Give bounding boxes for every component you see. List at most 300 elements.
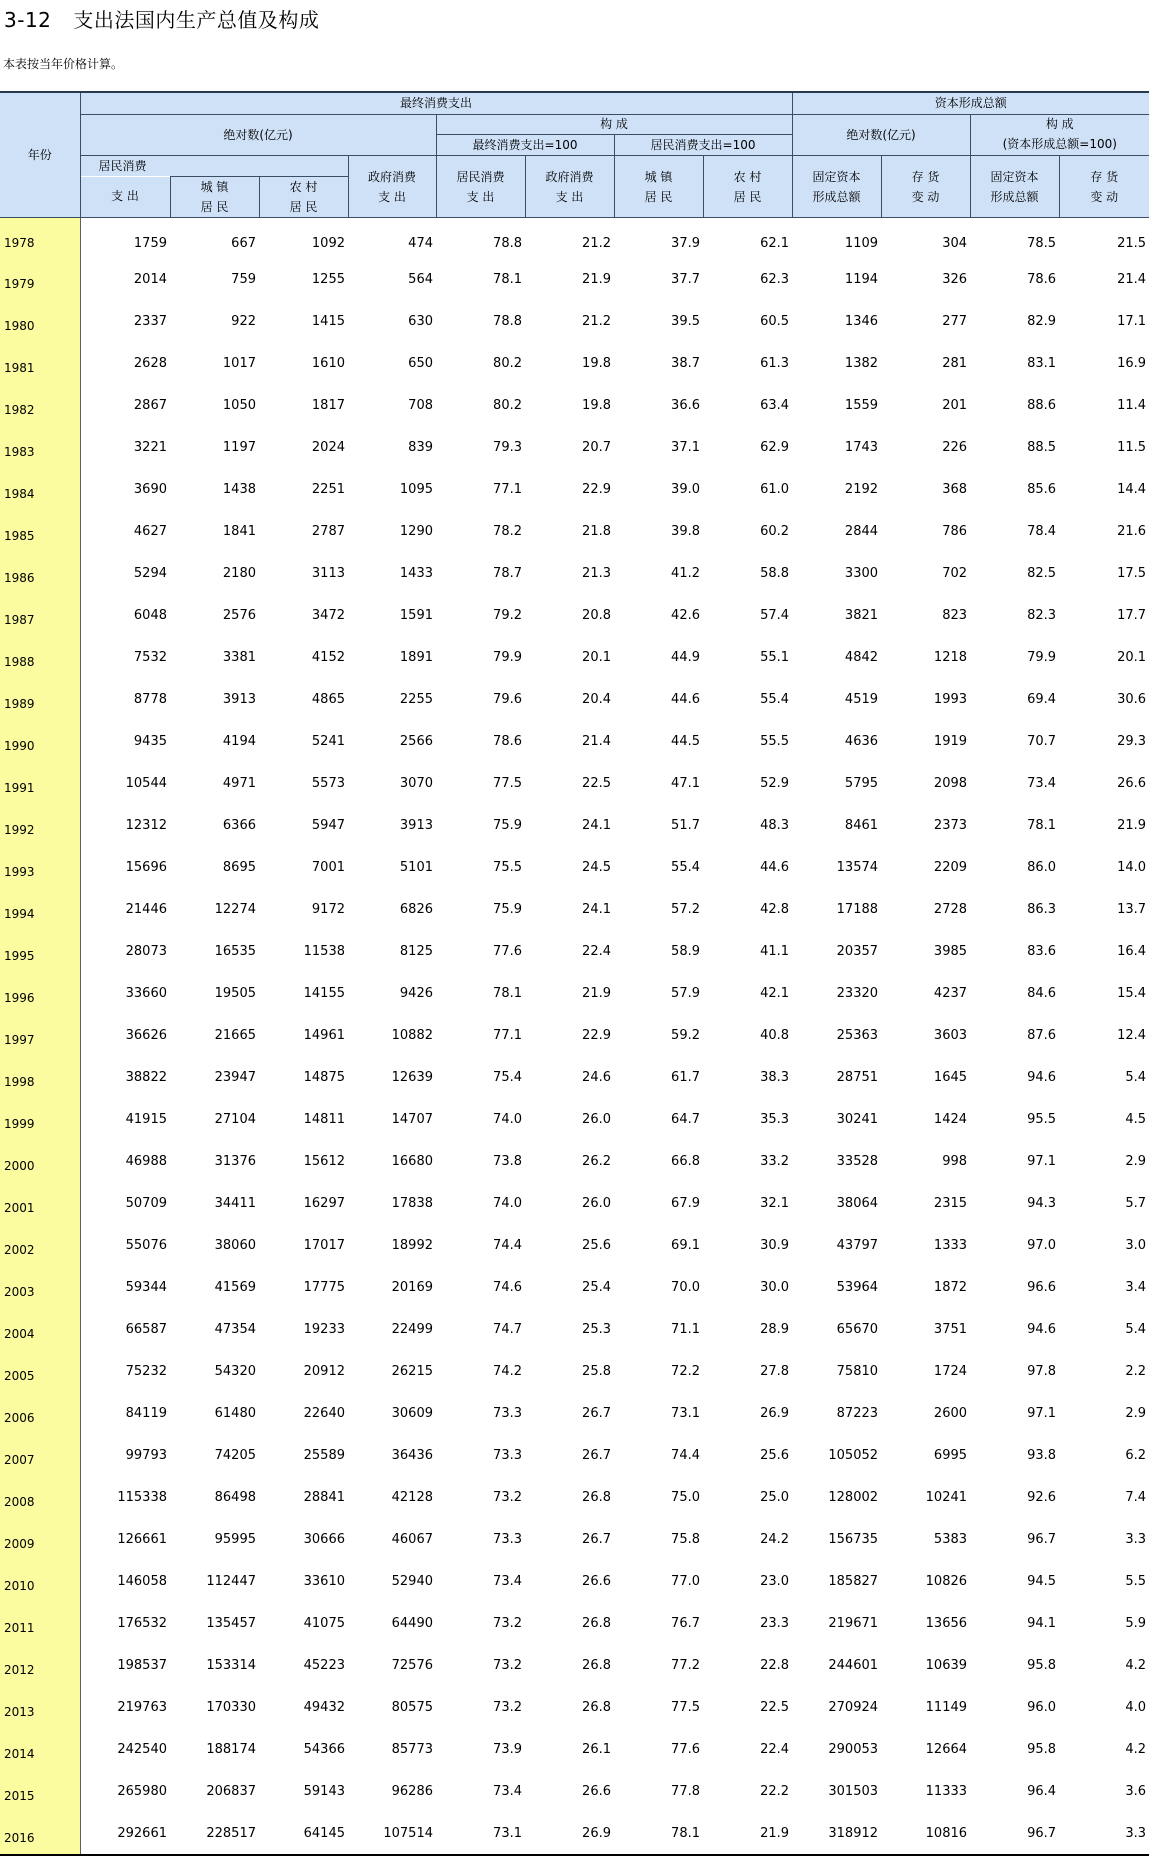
value-cell: 22.5 [582,775,611,791]
year-cell: 2007 [0,1434,80,1476]
value-cell: 96.6 [1027,1279,1057,1295]
value-cell: 67.9 [671,1195,700,1211]
value-cell: 15.4 [1117,985,1147,1001]
cap-absolute-header: 绝对数(亿元) [792,115,970,156]
value-cell: 2600 [933,1405,968,1421]
value-cell: 1743 [844,439,879,455]
value-cell: 650 [408,355,433,371]
value-cell: 74.4 [671,1447,700,1463]
value-cell: 242540 [117,1741,167,1757]
value-cell: 17838 [391,1195,433,1211]
value-cell: 79.6 [493,691,522,707]
year-cell: 1987 [0,594,80,636]
value-cell: 1424 [933,1111,968,1127]
value-cell: 39.8 [671,523,700,539]
value-cell: 80.2 [493,355,522,371]
value-cell: 97.0 [1027,1237,1057,1253]
value-cell: 4.2 [1125,1657,1147,1673]
value-cell: 97.1 [1027,1405,1057,1421]
value-cell: 20.8 [582,607,611,623]
fixed-capital-header-line2: 形成总额 [812,189,861,204]
capital-formation-header: 资本形成总额 [792,92,1149,115]
year-cell: 1995 [0,930,80,972]
value-cell: 75.4 [493,1069,522,1085]
value-cell: 23320 [836,985,879,1001]
value-cell: 115338 [117,1489,167,1505]
value-cell: 73.9 [493,1741,522,1757]
table-row [0,1644,1149,1686]
value-cell: 5383 [933,1531,968,1547]
value-cell: 4519 [844,691,879,707]
value-cell: 70.0 [671,1279,700,1295]
value-cell: 21.9 [703,1812,792,1855]
value-cell: 63.4 [760,397,790,413]
comp-final-header: 最终消费支出=100 [436,135,614,156]
value-cell: 82.9 [1027,313,1057,329]
value-cell: 75.5 [493,859,522,875]
value-cell: 80.2 [493,397,522,413]
value-cell: 1290 [399,523,433,539]
c-inventory-header [1059,156,1149,218]
fixed-capital-header-line1: 固定资本 [812,169,861,184]
value-cell: 16297 [303,1195,345,1211]
value-cell: 69.4 [1027,691,1057,707]
value-cell: 77.5 [671,1699,700,1715]
value-cell: 74.2 [493,1363,522,1379]
urban-header-line1: 城 镇 [200,180,229,194]
value-cell: 564 [408,271,433,287]
value-cell: 188174 [206,1741,256,1757]
value-cell: 3113 [311,565,345,581]
value-cell: 54366 [303,1741,345,1757]
value-cell: 14961 [303,1027,345,1043]
value-cell: 74.0 [493,1111,522,1127]
value-cell: 667 [231,235,256,251]
value-cell: 30241 [836,1111,879,1127]
c-fixed-capital-header-line1: 固定资本 [990,169,1039,184]
value-cell: 16.9 [1117,355,1147,371]
value-cell: 3985 [933,943,968,959]
value-cell: 4.2 [1125,1741,1147,1757]
value-cell: 77.1 [493,481,522,497]
value-cell: 2566 [399,733,433,749]
value-cell: 38822 [125,1069,167,1085]
year-cell: 1981 [0,342,80,384]
year-cell: 2010 [0,1560,80,1602]
value-cell: 85773 [391,1741,433,1757]
value-cell: 78.6 [1027,271,1057,287]
value-cell: 301503 [828,1783,879,1799]
value-cell: 71.1 [671,1321,700,1337]
value-cell: 25.3 [582,1321,611,1337]
year-cell: 2002 [0,1224,80,1266]
value-cell: 30609 [391,1405,433,1421]
value-cell: 30.0 [760,1279,790,1295]
value-cell: 2315 [933,1195,968,1211]
table-row [0,218,1149,259]
value-cell: 73.4 [1027,775,1057,791]
value-cell: 27104 [214,1111,256,1127]
value-cell: 28.9 [760,1321,790,1337]
page-title [4,4,319,33]
value-cell: 11538 [303,943,345,959]
value-cell: 4865 [311,691,345,707]
year-cell: 2011 [0,1602,80,1644]
value-cell: 61.7 [671,1069,700,1085]
value-cell: 96286 [391,1783,433,1799]
table-row [0,1014,1149,1056]
value-cell: 32.1 [760,1195,790,1211]
table-row [0,1266,1149,1308]
value-cell: 57.4 [760,607,790,623]
table-row [0,1602,1149,1644]
value-cell: 64490 [391,1615,433,1631]
value-cell: 26.8 [582,1489,611,1505]
value-cell: 49432 [303,1699,345,1715]
value-cell: 4194 [222,733,256,749]
value-cell: 3.3 [1125,1531,1147,1547]
table-row [0,762,1149,804]
value-cell: 61480 [214,1405,256,1421]
value-cell: 823 [942,607,968,623]
value-cell: 17.1 [1117,313,1147,329]
value-cell: 1218 [933,649,968,665]
value-cell: 86.3 [1027,901,1057,917]
value-cell: 2373 [933,817,968,833]
value-cell: 10826 [925,1573,968,1589]
value-cell: 5294 [133,565,167,581]
value-cell: 25.6 [760,1447,790,1463]
value-cell: 16680 [391,1153,433,1169]
value-cell: 36436 [391,1447,433,1463]
value-cell: 24.2 [760,1531,790,1547]
value-cell: 17188 [836,901,879,917]
value-cell: 1817 [311,397,345,413]
value-cell: 84119 [125,1405,167,1421]
value-cell: 4.5 [1125,1111,1147,1127]
value-cell: 48.3 [760,817,790,833]
value-cell: 153314 [206,1657,256,1673]
value-cell: 78.2 [493,523,522,539]
value-cell: 39.0 [671,481,700,497]
c-urban-header-line2: 居 民 [644,189,673,204]
c-rural-header-line1: 农 村 [733,169,762,184]
value-cell: 37.1 [671,439,700,455]
value-cell: 13574 [836,859,879,875]
year-cell: 1979 [0,258,80,300]
table-row [0,1770,1149,1812]
c-inventory-header-line2: 变 动 [1090,189,1119,204]
value-cell: 97.8 [1027,1363,1057,1379]
value-cell: 22.4 [582,943,611,959]
value-cell: 1610 [311,355,345,371]
value-cell: 15696 [125,859,167,875]
value-cell: 77.2 [671,1657,700,1673]
value-cell: 17775 [303,1279,345,1295]
value-cell: 474 [408,235,433,251]
value-cell: 33528 [836,1153,879,1169]
value-cell: 94.6 [1027,1321,1057,1337]
value-cell: 156735 [828,1531,879,1547]
value-cell: 41915 [125,1111,167,1127]
value-cell: 26.8 [582,1699,611,1715]
value-cell: 5.7 [1125,1195,1147,1211]
value-cell: 630 [408,313,433,329]
value-cell: 20.7 [582,439,611,455]
c-gov-header [525,156,614,218]
value-cell: 2255 [399,691,433,707]
value-cell: 78.1 [493,271,522,287]
table-number: 3-12 [4,8,52,32]
value-cell: 74205 [214,1447,256,1463]
value-cell: 62.3 [760,271,790,287]
value-cell: 3913 [399,817,433,833]
year-cell: 1989 [0,678,80,720]
table-row [0,1140,1149,1182]
value-cell: 6366 [222,817,256,833]
value-cell: 66.8 [671,1153,700,1169]
value-cell: 11333 [925,1783,968,1799]
value-cell: 1095 [399,481,433,497]
value-cell: 26.0 [582,1195,611,1211]
value-cell: 53964 [836,1279,879,1295]
gov-header-line1: 政府消费 [367,169,416,184]
value-cell: 9426 [399,985,433,1001]
value-cell: 29.3 [1117,733,1147,749]
inventory-header [881,156,970,218]
value-cell: 21.2 [582,235,611,251]
value-cell: 60.5 [760,313,790,329]
year-cell: 1999 [0,1098,80,1140]
value-cell: 708 [408,397,433,413]
value-cell: 86.0 [1027,859,1057,875]
value-cell: 1919 [933,733,968,749]
value-cell: 77.6 [493,943,522,959]
value-cell: 304 [942,235,968,251]
value-cell: 64145 [259,1812,348,1855]
value-cell: 46067 [391,1531,433,1547]
value-cell: 23947 [214,1069,256,1085]
value-cell: 2209 [933,859,968,875]
value-cell: 219763 [117,1699,167,1715]
value-cell: 24.1 [582,817,611,833]
value-cell: 19.8 [582,397,611,413]
value-cell: 73.4 [493,1573,522,1589]
value-cell: 18992 [391,1237,433,1253]
c-urban-header-line1: 城 镇 [644,169,673,184]
value-cell: 26215 [391,1363,433,1379]
value-cell: 30.6 [1117,691,1147,707]
table-row [0,426,1149,468]
value-cell: 5.9 [1125,1615,1147,1631]
year-cell: 2012 [0,1644,80,1686]
value-cell: 44.9 [671,649,700,665]
value-cell: 14155 [303,985,345,1001]
table-row [0,636,1149,678]
value-cell: 25.4 [582,1279,611,1295]
table-row [0,1476,1149,1518]
value-cell: 1346 [844,313,879,329]
value-cell: 25589 [303,1447,345,1463]
value-cell: 25363 [836,1027,879,1043]
value-cell: 23.3 [760,1615,790,1631]
value-cell: 75232 [125,1363,167,1379]
value-cell: 69.1 [671,1237,700,1253]
value-cell: 33660 [125,985,167,1001]
value-cell: 21.3 [582,565,611,581]
value-cell: 1333 [933,1237,968,1253]
value-cell: 96.4 [1027,1783,1057,1799]
value-cell: 75.0 [671,1489,700,1505]
rural-header-line2: 居 民 [289,200,318,214]
value-cell: 75810 [836,1363,879,1379]
value-cell: 292661 [80,1812,170,1855]
value-cell: 9435 [133,733,167,749]
value-cell: 26.6 [582,1573,611,1589]
cap-composition-header: 构 成 [970,115,1149,135]
value-cell: 22.2 [760,1783,790,1799]
value-cell: 1438 [222,481,256,497]
value-cell: 59.2 [671,1027,700,1043]
value-cell: 38.7 [671,355,700,371]
value-cell: 73.2 [493,1615,522,1631]
value-cell: 281 [942,355,968,371]
value-cell: 50709 [125,1195,167,1211]
value-cell: 2787 [311,523,345,539]
value-cell: 135457 [206,1615,256,1631]
value-cell: 2098 [933,775,968,791]
value-cell: 22.4 [760,1741,790,1757]
value-cell: 45223 [303,1657,345,1673]
year-cell: 2006 [0,1392,80,1434]
value-cell: 17.7 [1117,607,1147,623]
year-cell: 1993 [0,846,80,888]
value-cell: 20357 [836,943,879,959]
value-cell: 228517 [170,1812,259,1855]
value-cell: 59143 [303,1783,345,1799]
value-cell: 12.4 [1117,1027,1147,1043]
value-cell: 94.3 [1027,1195,1057,1211]
value-cell: 65670 [836,1321,879,1337]
value-cell: 96.7 [1027,1531,1057,1547]
value-cell: 3913 [222,691,256,707]
absolute-header: 绝对数(亿元) [80,115,436,156]
value-cell: 759 [231,271,256,287]
value-cell: 21.5 [1117,235,1147,251]
household-header-line2: 支 出 [80,177,170,218]
value-cell: 1559 [844,397,879,413]
value-cell: 75.8 [671,1531,700,1547]
value-cell: 79.2 [493,607,522,623]
value-cell: 82.3 [1027,607,1057,623]
value-cell: 219671 [828,1615,879,1631]
table-row [0,258,1149,300]
urban-header [170,177,259,218]
value-cell: 12274 [214,901,256,917]
value-cell: 3.0 [1125,1237,1147,1253]
value-cell: 78.6 [493,733,522,749]
value-cell: 8778 [133,691,167,707]
value-cell: 265980 [117,1783,167,1799]
value-cell: 47.1 [671,775,700,791]
table-row [0,1182,1149,1224]
value-cell: 42.1 [760,985,790,1001]
value-cell: 86498 [214,1489,256,1505]
value-cell: 2337 [133,313,167,329]
value-cell: 75.9 [493,901,522,917]
value-cell: 51.7 [671,817,700,833]
table-row [0,1098,1149,1140]
value-cell: 77.0 [671,1573,700,1589]
value-cell: 74.7 [493,1321,522,1337]
value-cell: 21665 [214,1027,256,1043]
value-cell: 22640 [303,1405,345,1421]
value-cell: 19505 [214,985,256,1001]
table-row [0,804,1149,846]
value-cell: 10241 [925,1489,968,1505]
value-cell: 13656 [925,1615,968,1631]
value-cell: 1724 [933,1363,968,1379]
value-cell: 77.8 [671,1783,700,1799]
value-cell: 244601 [828,1657,879,1673]
value-cell: 57.2 [671,901,700,917]
value-cell: 1382 [844,355,879,371]
value-cell: 61.0 [760,481,790,497]
value-cell: 206837 [206,1783,256,1799]
value-cell: 78.1 [493,985,522,1001]
c-inventory-header-line1: 存 货 [1090,169,1119,184]
value-cell: 1109 [844,235,879,251]
value-cell: 62.1 [760,235,790,251]
value-cell: 26.0 [582,1111,611,1127]
value-cell: 14875 [303,1069,345,1085]
value-cell: 11.5 [1117,439,1147,455]
table-row [0,1392,1149,1434]
value-cell: 73.3 [493,1531,522,1547]
value-cell: 42.8 [760,901,790,917]
table-row [0,846,1149,888]
value-cell: 13.7 [1117,901,1147,917]
value-cell: 55076 [125,1237,167,1253]
value-cell: 146058 [117,1573,167,1589]
year-cell: 1992 [0,804,80,846]
value-cell: 2251 [311,481,345,497]
value-cell: 1591 [399,607,433,623]
year-cell: 2000 [0,1140,80,1182]
value-cell: 22499 [391,1321,433,1337]
value-cell: 3821 [844,607,879,623]
value-cell: 74.4 [493,1237,522,1253]
table-row [0,1560,1149,1602]
value-cell: 40.8 [760,1027,790,1043]
value-cell: 21.2 [582,313,611,329]
value-cell: 96.7 [970,1812,1059,1855]
value-cell: 3070 [399,775,433,791]
value-cell: 14.0 [1117,859,1147,875]
c-urban-header [614,156,703,218]
value-cell: 73.4 [493,1783,522,1799]
table-row [0,1350,1149,1392]
value-cell: 37.9 [671,235,700,251]
year-cell: 2001 [0,1182,80,1224]
value-cell: 87.6 [1027,1027,1057,1043]
value-cell: 998 [942,1153,968,1169]
gov-header-line2: 支 出 [378,189,406,204]
value-cell: 57.9 [671,985,700,1001]
value-cell: 2728 [933,901,968,917]
inventory-header-line1: 存 货 [911,169,940,184]
value-cell: 64.7 [671,1111,700,1127]
